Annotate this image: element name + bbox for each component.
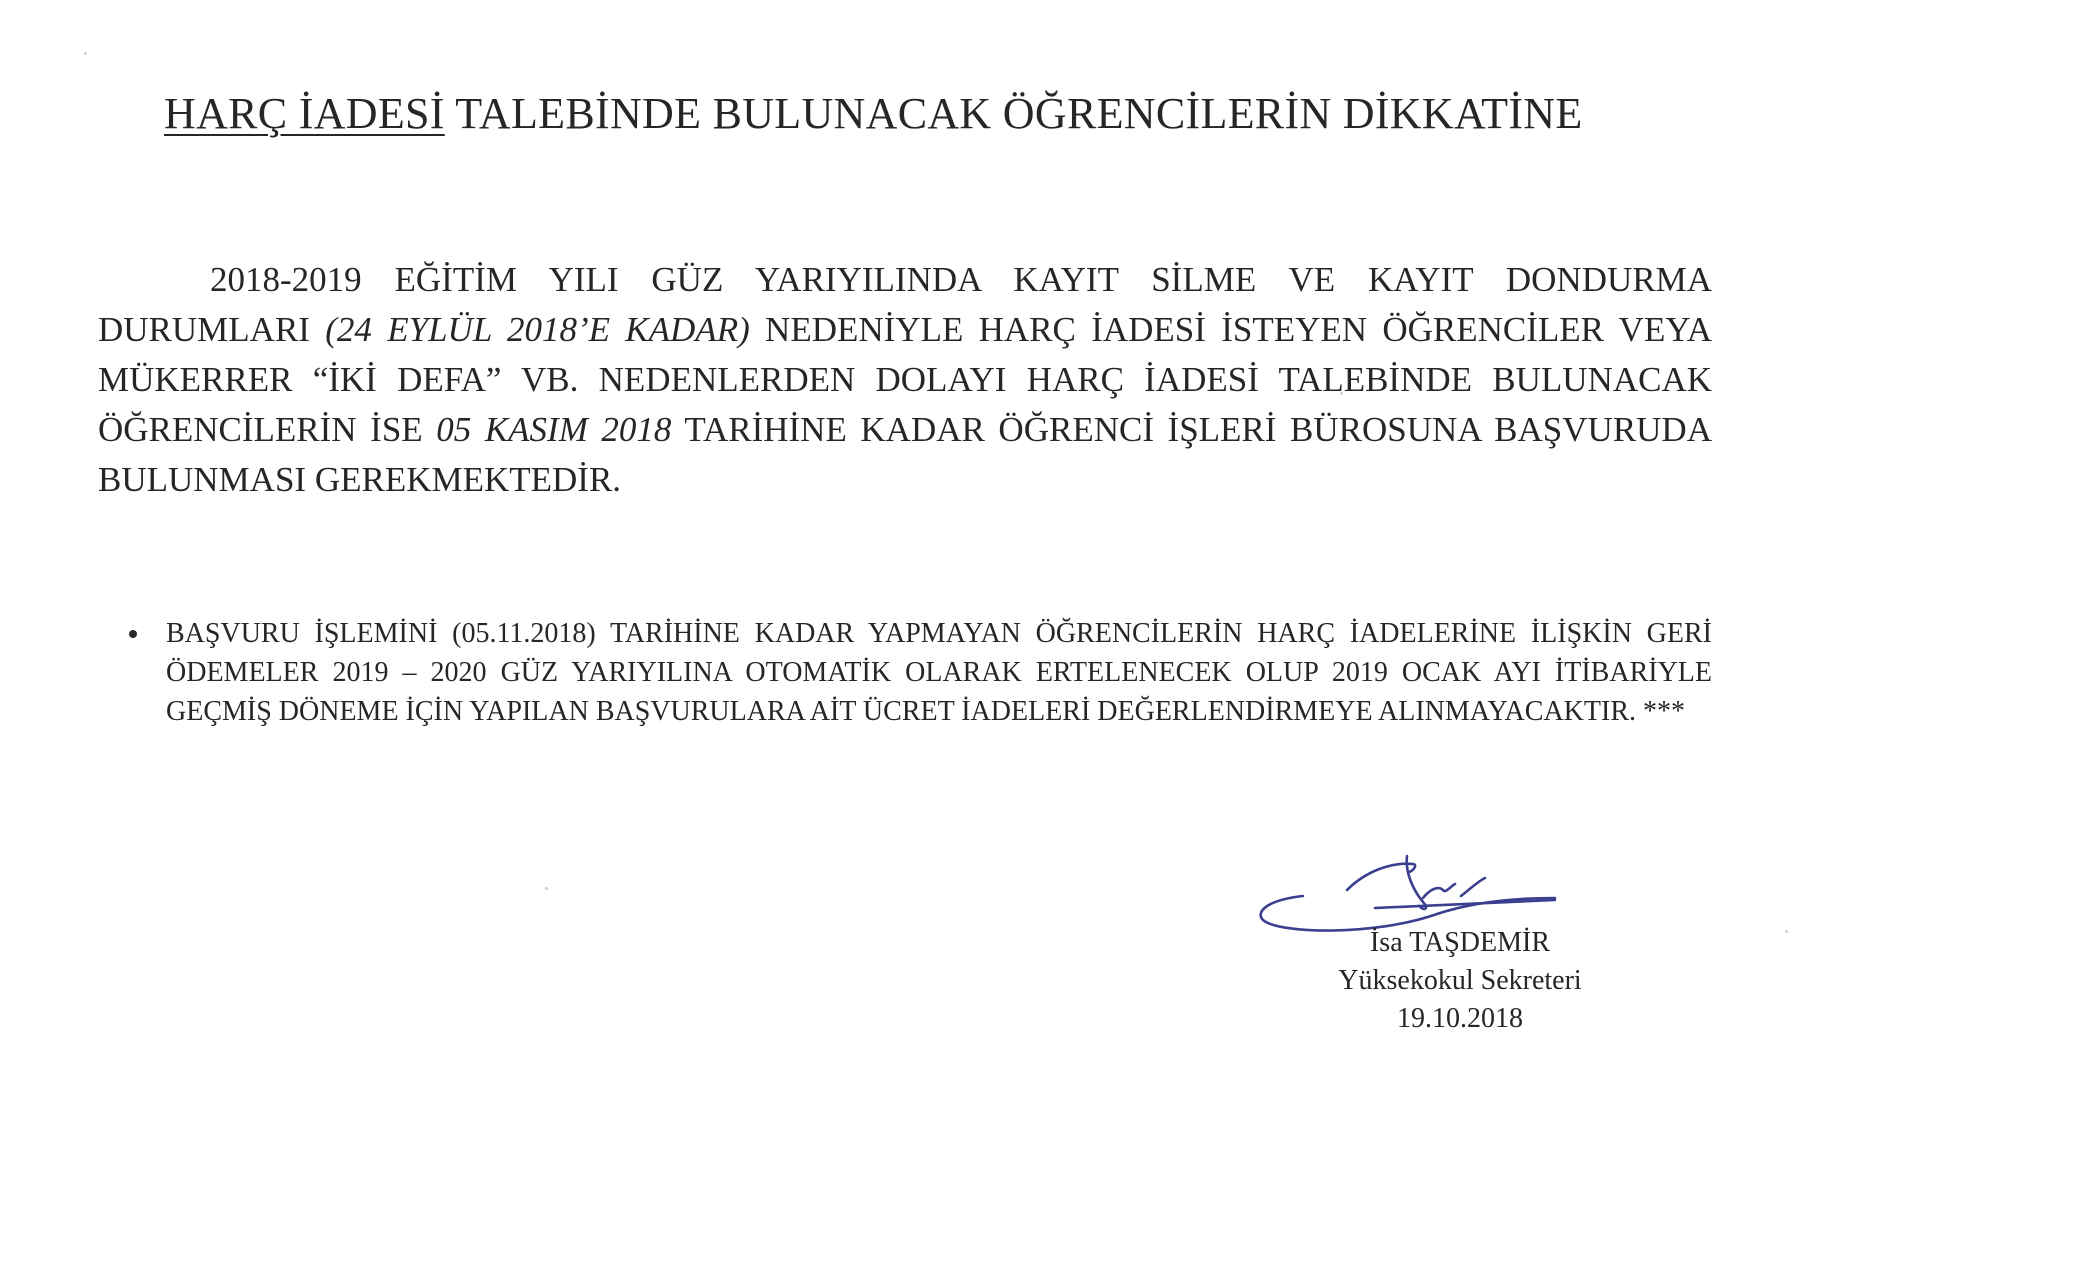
signature-block xyxy=(1290,924,1630,1038)
announcement-paragraph xyxy=(98,255,1712,505)
scan-speck xyxy=(545,887,548,890)
notes-list xyxy=(126,614,1712,731)
paragraph-text: TARİHİNE KADAR ÖĞRENCİ İŞLERİ BÜROSUNA BAŞVURUDA BULUNMASI GEREKMEKTEDİR. xyxy=(98,410,1712,499)
list-item xyxy=(126,614,1712,731)
bullet-icon xyxy=(129,630,137,638)
signatory-name: İsa TAŞDEMİR xyxy=(1369,927,1551,958)
list-item-text: BAŞVURU İŞLEMİNİ (05.11.2018) TARİHİNE KADAR YAPMAYAN ÖĞRENCİLERİN HARÇ İADELERİNE İLİŞKİN GERİ ÖDEMELER 2019 – 2020 GÜZ YARIYILINA OTOMATİK OLARAK ERTELENECEK OLUP 2019 OCAK AYI İTİBARİYLE GEÇMİŞ DÖNEME İÇİN YAPILAN BAŞVURULARA AİT ÜCRET İADELERİ DEĞERLENDİRMEYE ALINMAYACAKTIR. *** xyxy=(166,618,1712,727)
paragraph-text: 2018-2019 EĞİTİM YILI GÜZ YARIYILINDA KAYIT SİLME VE KAYIT DONDURMA DURUMLARI xyxy=(98,260,1712,349)
signatory-position: Yüksekokul Sekreteri xyxy=(1338,965,1582,996)
document-date: 19.10.2018 xyxy=(1397,1003,1523,1034)
scan-speck xyxy=(1785,930,1788,933)
paragraph-italic-deadline: (24 EYLÜL 2018’E KADAR) xyxy=(325,310,750,349)
paragraph-text: NEDENİYLE HARÇ İADESİ İSTEYEN ÖĞRENCİLER VEYA MÜKERRER “İKİ DEFA” VB. NEDENLERDEN DOLAYI HARÇ İADESİ TALEBİNDE BULUNACAK ÖĞRENCİLERİN İSE xyxy=(98,310,1712,449)
title-underlined-part: HARÇ İADESİ xyxy=(164,89,445,138)
scan-speck xyxy=(84,52,87,55)
title-rest: TALEBİNDE BULUNACAK ÖĞRENCİLERİN DİKKATİNE xyxy=(444,89,1583,138)
document-title xyxy=(164,84,1583,144)
paragraph-italic-date: 05 KASIM 2018 xyxy=(436,410,672,449)
